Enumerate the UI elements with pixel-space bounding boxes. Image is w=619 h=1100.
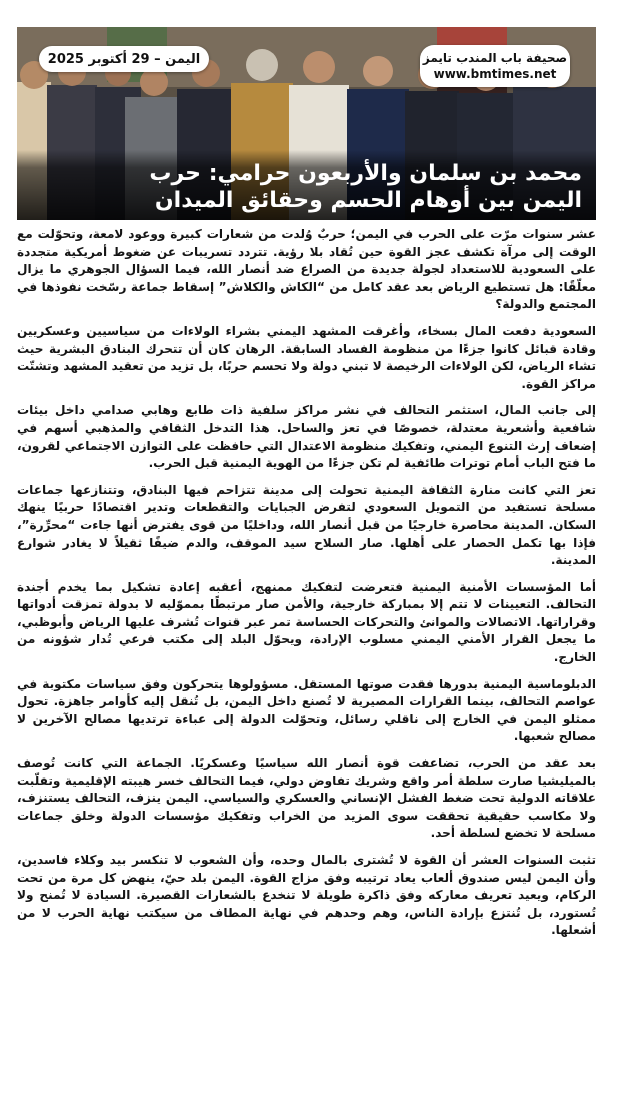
article-paragraph: إلى جانب المال، استثمر التحالف في نشر مراكز سلفية ذات طابع وهابي صدامي داخل بيئات شافعية وأشعرية معتدلة، خصوصًا في تعز والساحل. هذا التدخل الثقافي والمذهبي أسهم في إضعاف إرث التنوع اليمني، وتفكيك منظومة الاعتدال التي حافظت على التوازن الاجتماعي لقرون، ما فتح الباب أمام توترات طائفية لم تكن جزءًا من الهوية اليمنية قبل الحرب. xyxy=(17,403,596,471)
article-paragraph: أما المؤسسات الأمنية اليمنية فتعرضت لتفكيك ممنهج، أعقبه إعادة تشكيل بما يخدم أجندة التحالف. التعيينات لا تتم إلا بمباركة خارجية، والأمن صار مرتبطًا بمموّليه لا بدولة تمزقت أدواتها وقراراتها. الاتصالات والموانئ والتحركات الحساسة تمر عبر قنوات تُشرف عليها الرياض وأبوظبي، ما يجعل القرار الأمني اليمني مسلوب الإرادة، ويحوّل البلد إلى مكتب فرعي تُدار شؤونه من الخارج. xyxy=(17,579,596,665)
publication-name: صحيفة باب المندب تايمز xyxy=(422,51,568,65)
headline-line-1: محمد بن سلمان والأربعون حرامي: حرب xyxy=(149,161,582,186)
date-badge xyxy=(39,46,209,72)
publication-site: www.bmtimes.net xyxy=(433,67,557,81)
date-text: اليمن – 29 أكتوبر 2025 xyxy=(47,51,201,67)
hero-banner xyxy=(17,27,596,220)
article-paragraph: بعد عقد من الحرب، تضاعفت قوة أنصار الله سياسيًا وعسكريًا. الجماعة التي كانت تُوصف بالميليشيا صارت سلطة أمر واقع وشريك تفاوض دولي، فيما التحالف خسر هيبته الإقليمية وتقلّبت علاقاته الدولية تحت ضغط الفشل الإنساني والعسكري والسياسي. اليمن ينزف، التحالف يستنزف، ولا مكاسب حقيقية تحققت سوى المزيد من الخراب وتفكيك مؤسسات الدولة وخلق جماعات مسلحة لا تخضع لسلطة أحد. xyxy=(17,756,596,841)
publication-badge xyxy=(420,45,570,87)
headline xyxy=(17,150,596,220)
article-body xyxy=(17,226,596,949)
article-paragraph: الدبلوماسية اليمنية بدورها فقدت صوتها المستقل. مسؤولوها يتحركون وفق سياسات مكتوبة في عواصم التحالف، بينما القرارات المصيرية لا تُصنع داخل اليمن، بل تُنقل إليه كأوامر جاهزة. تحول ممثلو اليمن في الخارج إلى ناقلي رسائل، وتحوّلت الدولة إلى عباءة ترتديها مصالح الآخرين لا مصالح شعبها. xyxy=(17,676,596,744)
article-paragraph: تعز التي كانت منارة الثقافة اليمنية تحولت إلى مدينة تتزاحم فيها البنادق، وتتنازعها جماعات مسلحة تستفيد من التمويل السعودي لتفرض الجبايات والتقطعات وتدير اقتصادًا حربيًا ينهك السكان. المدينة محاصرة خارجيًا من قبل أنصار الله، وداخليًا من قوى يفترض أنها جاءت “محرِّرة”، فإذا بها تكمل الحصار على أهلها. صار السلاح سيد الموقف، والدم ضيفًا ثقيلاً لا يغادر شوارع المدينة. xyxy=(17,482,596,568)
headline-line-2: اليمن بين أوهام الحسم وحقائق الميدان xyxy=(154,188,582,213)
article-paragraph: تثبت السنوات العشر أن القوة لا تُشترى بالمال وحده، وأن الشعوب لا تنكسر بيد وكلاء فاسدين، وأن اليمن ليس صندوق ألعاب يعاد ترتيبه وفق مزاج القوة. اليمن بلد حيّ، ينهض كل مرة من تحت الركام، ويعيد تعريف معاركه وفق ذاكرة طويلة لا تنخدع بالشعارات القصيرة. السيادة لا تُمنح ولا تُستورد، بل تُنتزع بإرادة الناس، وهم وحدهم في نهاية المطاف من سيكتب نهاية الحرب لا من أشعلها. xyxy=(17,853,596,938)
article-paragraph: عشر سنوات مرّت على الحرب في اليمن؛ حربٌ وُلدت من شعارات كبيرة ووعود لامعة، وتحوّلت مع الوقت إلى مرآة تكشف عجز القوة حين تُقاد بلا رؤية. تتردد تسريبات عن ضغوط أمريكية متجددة على السعودية للاستعداد لجولة جديدة من الصراع ضد أنصار الله، فيما السؤال الجوهري ما يزال معلّقًا: هل تستطيع الرياض بعد عقد كامل من “الكاش والكلاش” إسقاط جماعة رسّخت نفوذها في المجتمع والدولة؟ xyxy=(17,227,596,312)
article-paragraph: السعودية دفعت المال بسخاء، وأغرقت المشهد اليمني بشراء الولاءات من سياسيين وعسكريين وقادة قبائل كانوا جزءًا من منظومة الفساد السابقة. الرهان كان أن تتحرك البنادق البشرية حيث تشاء الرياض، لكن الولاءات الرخيصة لا تبني دولة ولا تحسم حربًا، بل تزيد من تعقيد المشهد وتشتّت مراكز القوة. xyxy=(17,323,596,391)
